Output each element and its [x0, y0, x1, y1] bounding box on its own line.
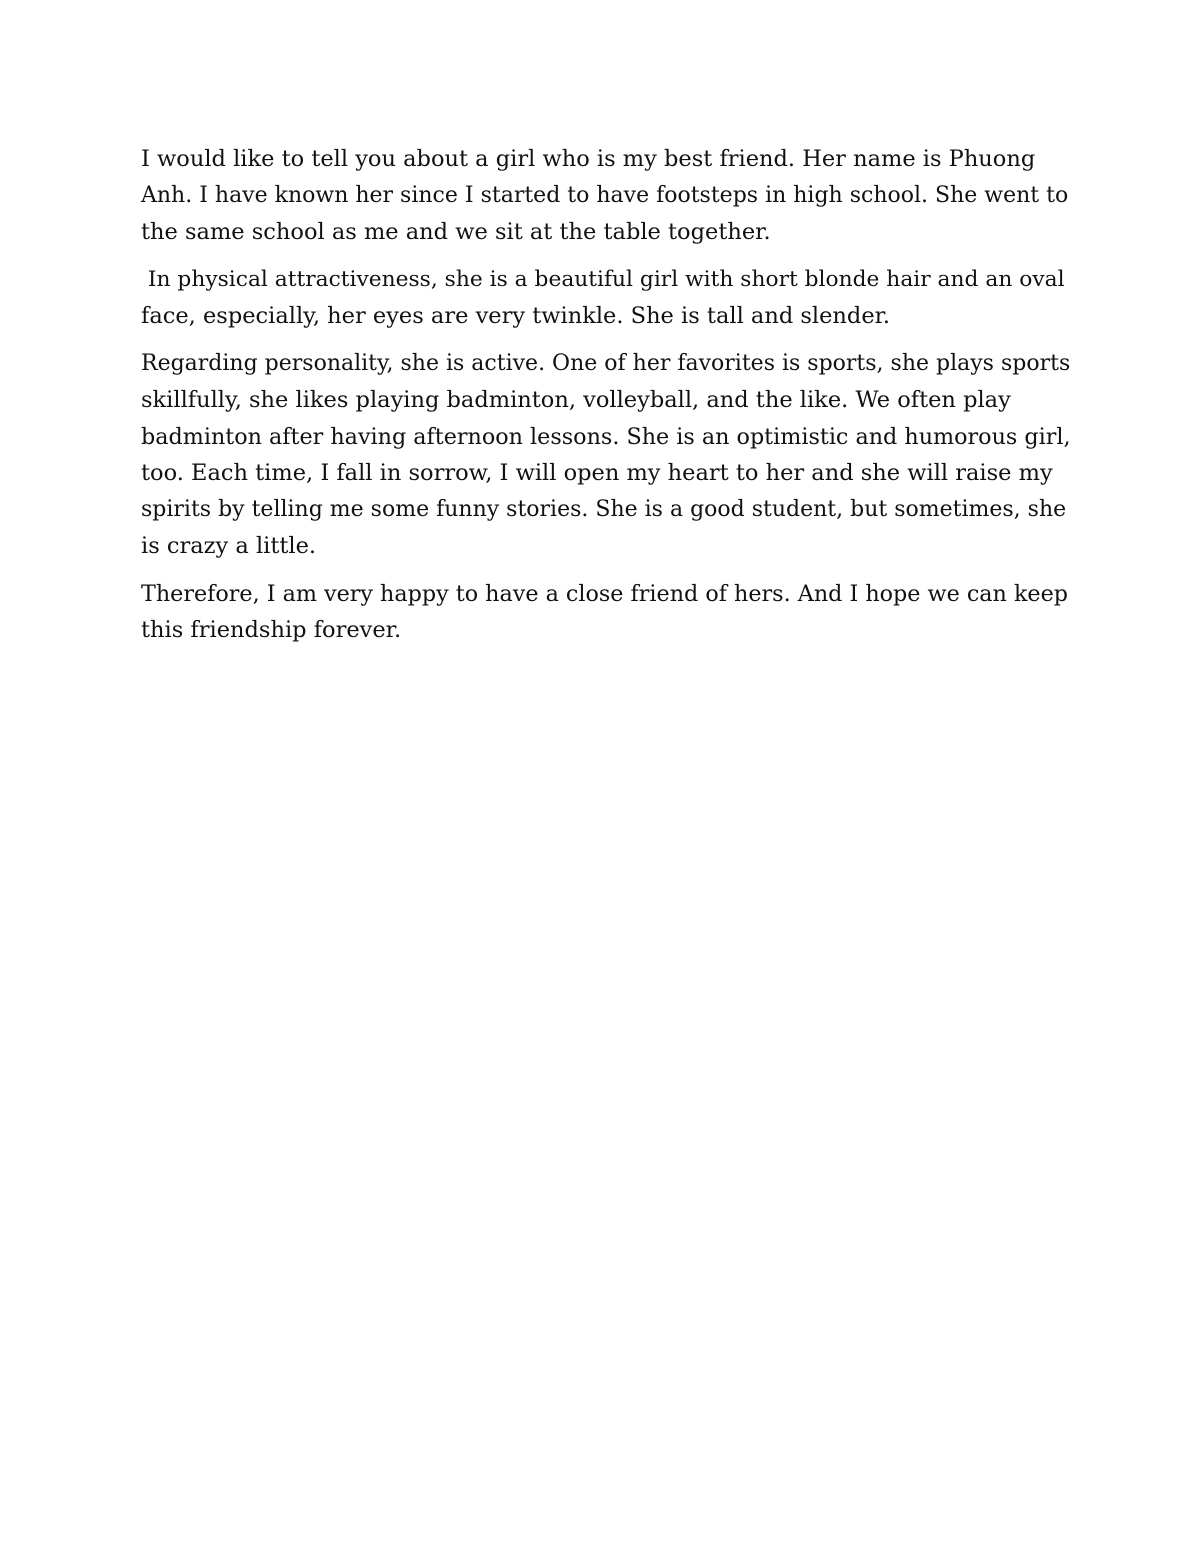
text-line: Therefore, I am very happy to have a close friend of hers. And I hope we can keep: [141, 580, 1069, 607]
text-line: In physical attractiveness, she is a beautiful girl with short blonde hair and an oval: [141, 266, 1065, 292]
text-line: too. Each time, I fall in sorrow, I will open my heart to her and she will raise my: [141, 460, 1053, 486]
text-line: the same school as me and we sit at the table together.: [141, 219, 771, 245]
text-line: is crazy a little.: [141, 533, 317, 559]
paragraph-appearance: [141, 262, 1071, 335]
paragraph-intro: [141, 141, 1071, 251]
text-line: face, especially, her eyes are very twinkle. She is tall and slender.: [141, 303, 891, 329]
text-line: Anh. I have known her since I started to have footsteps in high school. She went to: [141, 182, 1069, 208]
text-line: spirits by telling me some funny stories. She is a good student, but sometimes, she: [141, 496, 1067, 522]
text-line: Regarding personality, she is active. One of her favorites is sports, she plays sports: [141, 350, 1071, 376]
text-line: I would like to tell you about a girl who is my best friend. Her name is Phuong: [141, 146, 1036, 172]
text-line: badminton after having afternoon lessons. She is an optimistic and humorous girl,: [141, 423, 1071, 450]
text-line: skillfully, she likes playing badminton, volleyball, and the like. We often play: [141, 387, 1011, 413]
paragraph-conclusion: [141, 576, 1071, 649]
paragraph-personality: [141, 346, 1071, 565]
text-line: this friendship forever.: [141, 617, 402, 643]
document-body: [141, 141, 1071, 660]
